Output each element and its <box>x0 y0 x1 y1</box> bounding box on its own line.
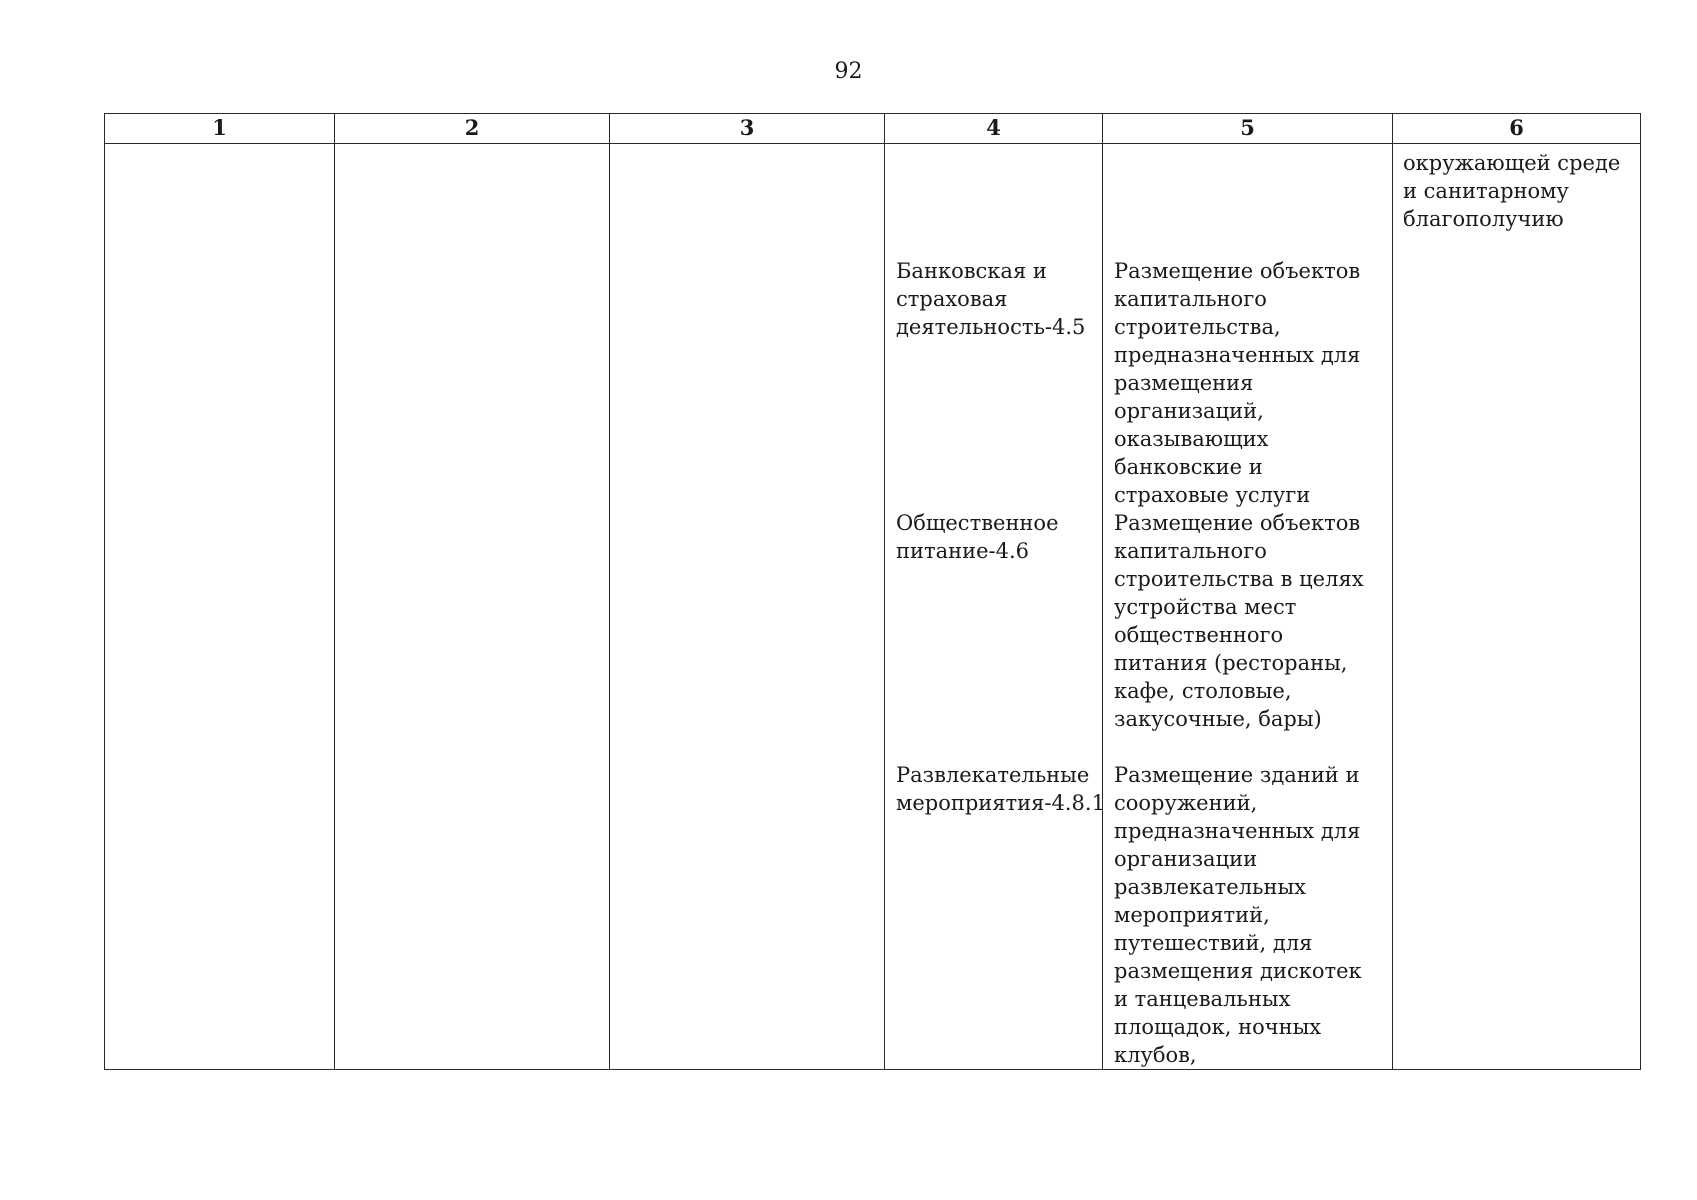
column-header-2: 2 <box>335 114 610 144</box>
cell-column-1 <box>105 144 335 1070</box>
land-use-table <box>104 113 1641 1070</box>
use-type-name: Общественное питание-4.6 <box>896 511 1059 563</box>
column-header-3: 3 <box>610 114 885 144</box>
column-header-6: 6 <box>1393 114 1641 144</box>
cell-column-4 <box>885 144 1103 1070</box>
column6-continued-text: окружающей среде и санитарному благополучию <box>1403 151 1621 231</box>
use-type-description: Размещение объектов капитального строительства в целях устройства мест общественного питания (рестораны, кафе, столовые, закусочные, бары) <box>1114 511 1364 731</box>
table-header-row <box>105 114 1641 144</box>
use-type-description: Размещение объектов капитального строительства, предназначенных для размещения организаций, оказывающих банковские и страховые услуги <box>1114 259 1361 507</box>
cell-column-6 <box>1393 144 1641 1070</box>
cell-column-2 <box>335 144 610 1070</box>
table-row <box>105 144 1641 1070</box>
cell-column-3 <box>610 144 885 1070</box>
cell-column-5 <box>1103 144 1393 1070</box>
column-header-5: 5 <box>1103 114 1393 144</box>
column-header-1: 1 <box>105 114 335 144</box>
use-type-name: Банковская и страховая деятельность-4.5 <box>896 259 1086 339</box>
column5-spacer <box>1103 144 1392 257</box>
use-type-description: Размещение зданий и сооружений, предназначенных для организации развлекательных мероприятий, путешествий, для размещения дискотек и танцевальных площадок, ночных клубов, <box>1114 763 1362 1067</box>
column4-spacer <box>885 144 1102 257</box>
column-header-4: 4 <box>885 114 1103 144</box>
page-number: 92 <box>834 59 863 84</box>
use-type-name: Развлекательные мероприятия-4.8.1 <box>896 763 1105 815</box>
